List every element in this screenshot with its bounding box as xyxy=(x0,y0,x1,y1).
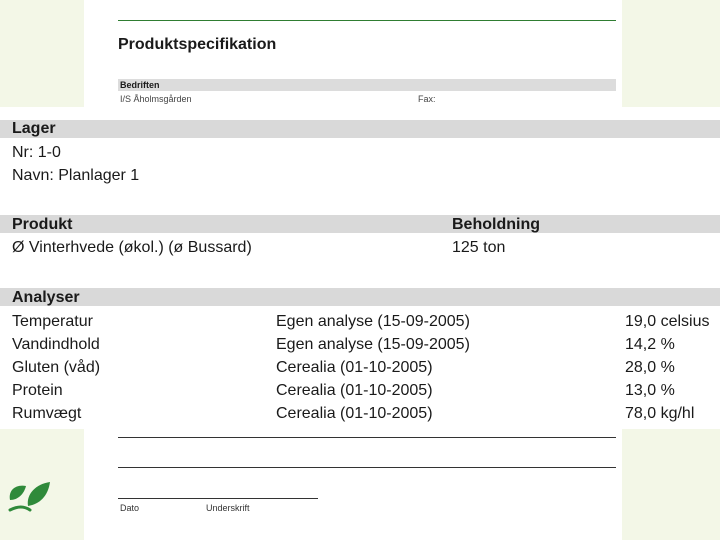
company-label: Bedriften xyxy=(120,80,160,90)
company-name: I/S Åholmsgården xyxy=(120,94,192,104)
analysis-value: 13,0 % xyxy=(625,382,675,399)
produkt-header: Produkt xyxy=(12,216,73,233)
analysis-source: Cerealia (01-10-2005) xyxy=(276,382,433,399)
analysis-source: Egen analyse (15-09-2005) xyxy=(276,336,470,353)
analysis-name: Rumvægt xyxy=(12,405,82,422)
fax-label: Fax: xyxy=(418,94,436,104)
lager-header-bar xyxy=(0,120,720,138)
lager-nr: Nr: 1-0 xyxy=(12,144,61,161)
analysis-value: 28,0 % xyxy=(625,359,675,376)
lager-header: Lager xyxy=(12,120,56,137)
signature-line xyxy=(118,498,318,499)
zoomed-specification xyxy=(0,107,720,429)
analysis-source: Cerealia (01-10-2005) xyxy=(276,359,433,376)
analysis-name: Gluten (våd) xyxy=(12,359,101,376)
signature-label: Underskrift xyxy=(206,503,250,513)
produkt-beholdning: 125 ton xyxy=(452,239,506,256)
produkt-header-bar xyxy=(0,215,720,233)
analysis-source: Cerealia (01-10-2005) xyxy=(276,405,433,422)
analysis-value: 78,0 kg/hl xyxy=(625,405,695,422)
analysis-name: Temperatur xyxy=(12,313,93,330)
analysis-source: Egen analyse (15-09-2005) xyxy=(276,313,470,330)
beholdning-header: Beholdning xyxy=(452,216,540,233)
analysis-value: 14,2 % xyxy=(625,336,675,353)
green-leaves-logo-icon xyxy=(6,476,52,516)
date-label: Dato xyxy=(120,503,140,513)
header-rule xyxy=(118,20,616,21)
analyser-header-bar xyxy=(0,288,720,306)
document-title: Produktspecifikation xyxy=(118,36,277,53)
produkt-name: Ø Vinterhvede (økol.) (ø Bussard) xyxy=(12,239,252,256)
lager-navn: Navn: Planlager 1 xyxy=(12,167,140,184)
analysis-name: Vandindhold xyxy=(12,336,100,353)
signature-rule-1 xyxy=(118,437,616,438)
company-header-bar xyxy=(118,79,616,91)
analysis-name: Protein xyxy=(12,382,63,399)
signature-rule-2 xyxy=(118,467,616,468)
analysis-value: 19,0 celsius xyxy=(625,313,710,330)
analyser-header: Analyser xyxy=(12,289,80,306)
